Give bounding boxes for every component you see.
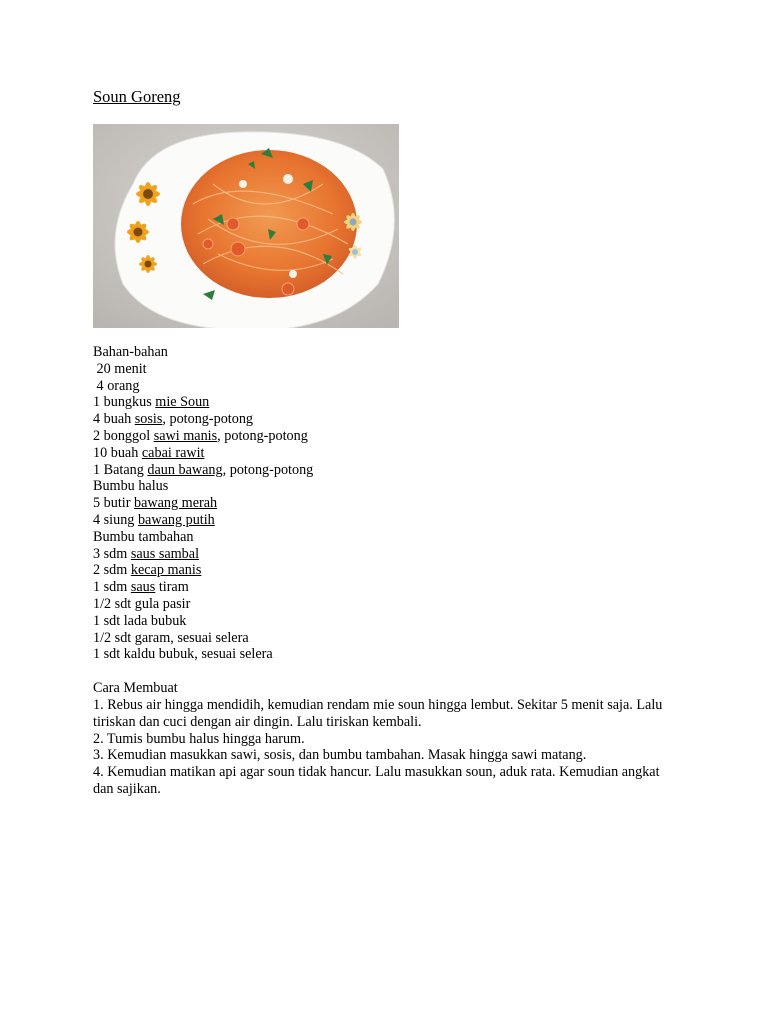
ingredient-link[interactable]: saus sambal bbox=[130, 545, 200, 562]
bumbu-tambahan-heading: Bumbu tambahan bbox=[93, 528, 194, 545]
ingredient-note: tiram bbox=[155, 579, 189, 596]
ingredient-note: , potong-potong bbox=[162, 411, 254, 428]
ingredient-link[interactable]: sosis bbox=[134, 411, 163, 428]
recipe-body bbox=[93, 344, 683, 798]
ingredient-line bbox=[93, 394, 683, 411]
ingredient-line bbox=[93, 462, 683, 479]
ingredient-link[interactable]: mie Soun bbox=[155, 394, 210, 411]
ingredient-qty: 10 buah bbox=[93, 444, 142, 461]
cooking-time: 20 menit bbox=[93, 360, 147, 377]
bumbu-tambahan-list bbox=[93, 546, 683, 664]
bumbu-halus-heading: Bumbu halus bbox=[93, 478, 169, 495]
ingredient-qty: 1 bungkus bbox=[93, 394, 156, 411]
recipe-title: Soun Goreng bbox=[93, 87, 181, 106]
ingredient-link[interactable]: daun bawang bbox=[147, 461, 223, 478]
ingredient-line: 1/2 sdt garam, sesuai selera bbox=[93, 629, 249, 646]
ingredient-line: 1/2 sdt gula pasir bbox=[93, 595, 191, 612]
ingredient-line bbox=[93, 495, 683, 512]
ingredient-qty: 3 sdm bbox=[93, 545, 131, 562]
dish-photo bbox=[93, 124, 399, 328]
ingredient-link[interactable]: kecap manis bbox=[130, 562, 202, 579]
ingredient-line: 1 sdt kaldu bubuk, sesuai selera bbox=[93, 646, 273, 663]
steps-list bbox=[93, 697, 683, 798]
ingredient-qty: 1 Batang bbox=[93, 461, 148, 478]
steps-heading: Cara Membuat bbox=[93, 680, 178, 697]
bumbu-halus-list bbox=[93, 495, 683, 529]
step-item: 2. Tumis bumbu halus hingga harum. bbox=[93, 730, 305, 747]
dish-photo-icon bbox=[93, 124, 399, 328]
ingredient-link[interactable]: cabai rawit bbox=[141, 444, 205, 461]
ingredient-line: 1 sdt lada bubuk bbox=[93, 612, 187, 629]
ingredient-qty: 1 sdm bbox=[93, 579, 131, 596]
ingredient-note: , potong-potong bbox=[217, 427, 308, 444]
ingredient-line bbox=[93, 512, 683, 529]
ingredient-line bbox=[93, 546, 683, 563]
main-ingredients-list bbox=[93, 394, 683, 478]
ingredient-line bbox=[93, 411, 683, 428]
ingredient-line bbox=[93, 428, 683, 445]
ingredients-heading: Bahan-bahan bbox=[93, 344, 168, 360]
ingredient-qty: 4 buah bbox=[93, 411, 135, 428]
ingredient-line bbox=[93, 445, 683, 462]
ingredient-link[interactable]: saus bbox=[130, 579, 156, 596]
step-item: 3. Kemudian masukkan sawi, sosis, dan bumbu tambahan. Masak hingga sawi matang. bbox=[93, 747, 587, 764]
step-item: 4. Kemudian matikan api agar soun tidak hancur. Lalu masukkan soun, aduk rata. Kemudian angkat dan sajikan. bbox=[93, 764, 660, 797]
ingredient-line bbox=[93, 579, 683, 596]
servings: 4 orang bbox=[93, 377, 140, 394]
section-spacer bbox=[93, 663, 683, 680]
ingredient-line bbox=[93, 562, 683, 579]
ingredient-qty: 5 butir bbox=[93, 495, 134, 512]
ingredient-qty: 4 siung bbox=[93, 511, 138, 528]
ingredient-note: , potong-potong bbox=[222, 461, 314, 478]
ingredient-link[interactable]: bawang putih bbox=[137, 511, 215, 528]
ingredient-qty: 2 sdm bbox=[93, 562, 131, 579]
ingredient-qty: 2 bonggol bbox=[93, 427, 154, 444]
ingredient-link[interactable]: bawang merah bbox=[133, 495, 218, 512]
step-item: 1. Rebus air hingga mendidih, kemudian rendam mie soun hingga lembut. Sekitar 5 menit saja. Lalu tiriskan dan cuci dengan air dingin. Lalu tiriskan kembali. bbox=[93, 696, 663, 730]
ingredient-link[interactable]: sawi manis bbox=[153, 427, 218, 444]
